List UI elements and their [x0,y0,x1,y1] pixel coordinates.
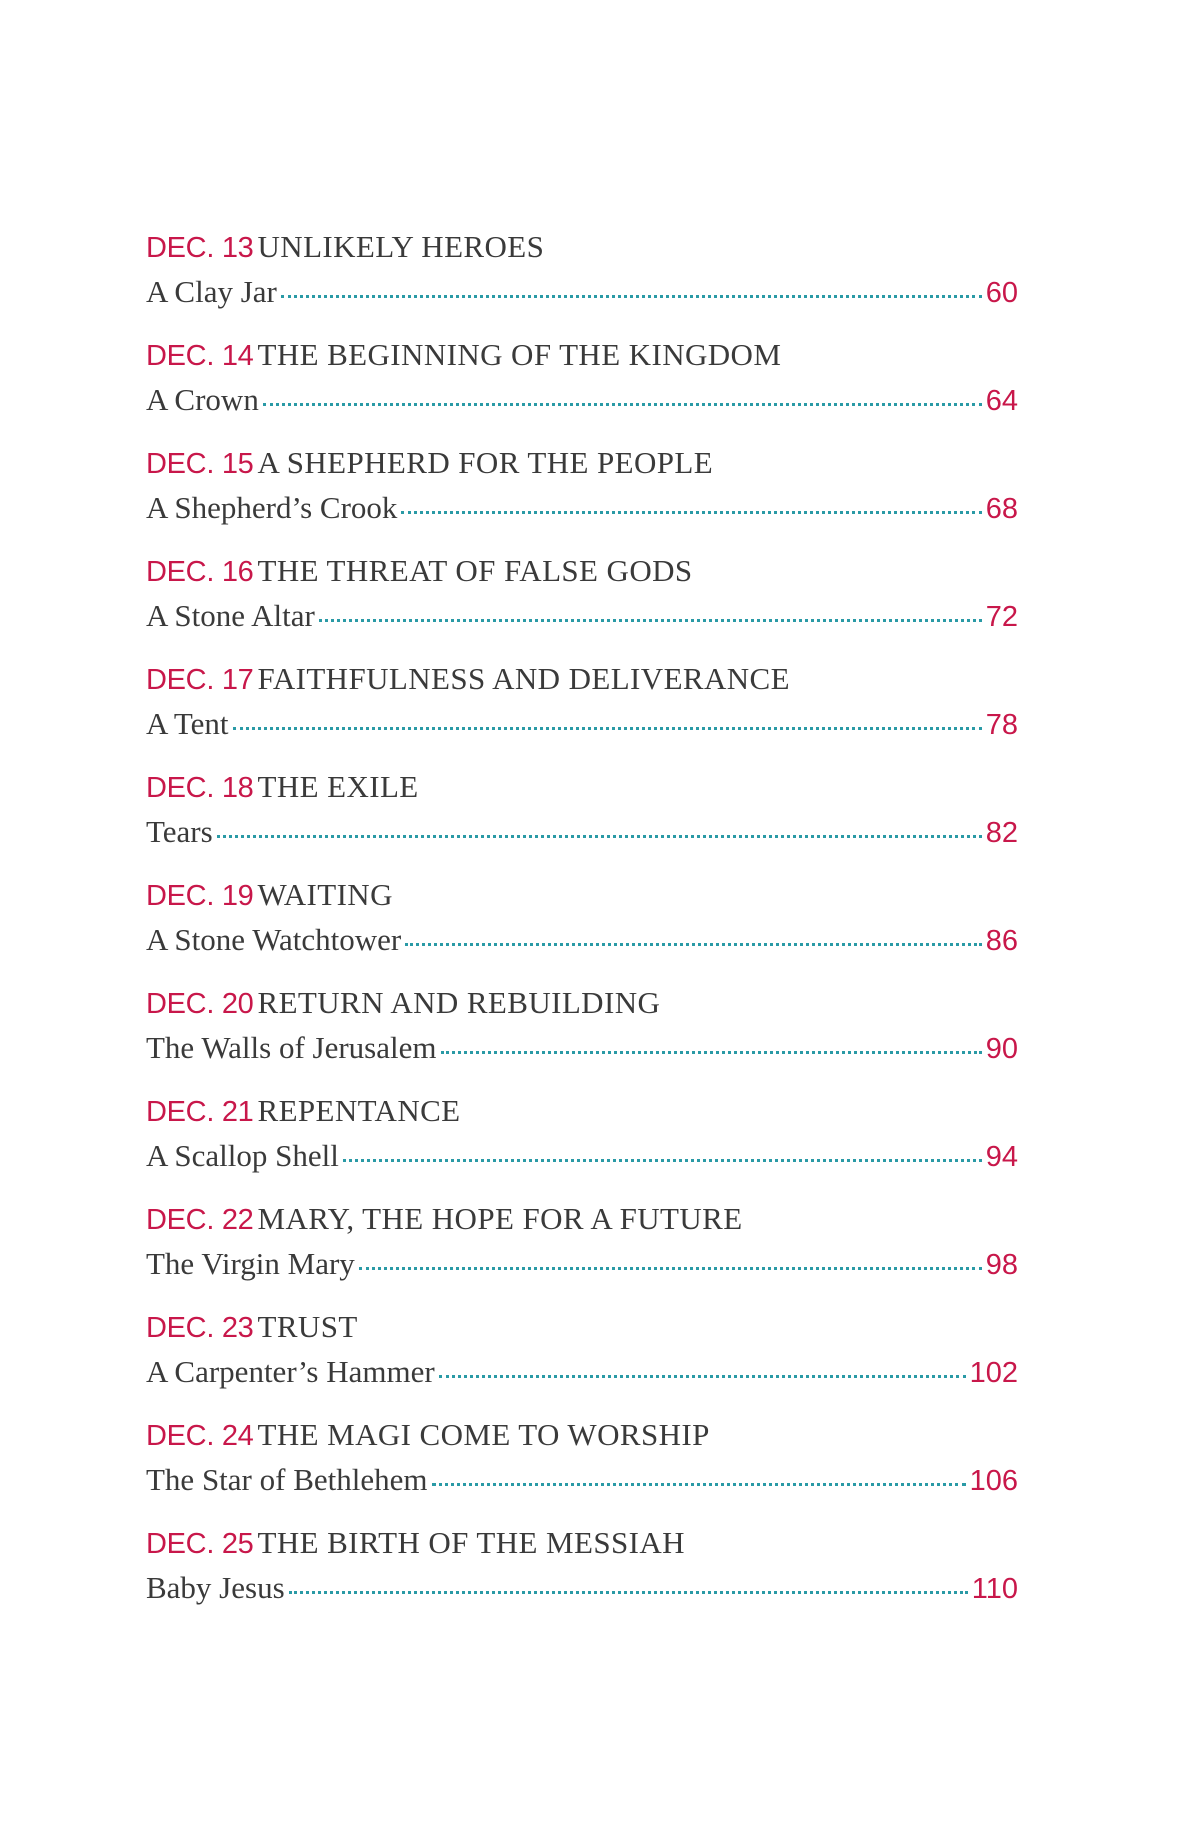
entry-heading [146,872,1018,918]
entry-item: The Walls of Jerusalem [146,1030,437,1065]
entry-item: Baby Jesus [146,1570,285,1605]
entry-page-number: 90 [985,1033,1018,1065]
toc-entry [146,440,1018,548]
entry-page-number: 98 [985,1249,1018,1281]
entry-title: TRUST [257,1309,358,1344]
entry-title: REPENTANCE [257,1093,461,1128]
dot-leader [263,402,982,406]
dot-leader [401,510,981,514]
entry-page-number: 64 [985,385,1018,417]
dot-leader [405,942,982,946]
entry-date: DEC. 18 [146,772,254,804]
entry-title: A SHEPHERD FOR THE PEOPLE [257,445,714,480]
entry-item-line [146,1458,1018,1502]
entry-item-line [146,918,1018,962]
entry-date: DEC. 24 [146,1420,254,1452]
entry-heading [146,440,1018,486]
entry-heading [146,764,1018,810]
entry-item-line [146,594,1018,638]
entry-page-number: 78 [985,709,1018,741]
entry-page-number: 60 [985,277,1018,309]
toc-entry [146,1304,1018,1412]
entry-title: THE BEGINNING OF THE KINGDOM [257,337,782,372]
dot-leader [217,834,982,838]
toc-entry [146,548,1018,656]
entry-page-number: 110 [971,1573,1018,1605]
toc-entry [146,1196,1018,1304]
entry-title: UNLIKELY HEROES [257,229,545,264]
toc-entry [146,872,1018,980]
entry-item: A Stone Watchtower [146,922,402,957]
entry-item: A Shepherd’s Crook [146,490,398,525]
entry-page-number: 106 [969,1465,1018,1497]
toc-entry [146,980,1018,1088]
entry-date: DEC. 13 [146,232,254,264]
entry-heading [146,1304,1018,1350]
dot-leader [233,726,982,730]
entry-title: THE MAGI COME TO WORSHIP [257,1417,710,1452]
entry-item-line [146,1566,1018,1610]
entry-title: MARY, THE HOPE FOR A FUTURE [257,1201,743,1236]
dot-leader [441,1050,982,1054]
entry-heading [146,1520,1018,1566]
entry-date: DEC. 15 [146,448,254,480]
entry-page-number: 102 [969,1357,1018,1389]
toc-entry [146,764,1018,872]
entry-title: THE THREAT OF FALSE GODS [257,553,693,588]
entry-item-line [146,810,1018,854]
entry-heading [146,332,1018,378]
entry-item-line [146,486,1018,530]
entry-item: A Scallop Shell [146,1138,339,1173]
entry-date: DEC. 20 [146,988,254,1020]
table-of-contents [146,224,1018,1628]
entry-item-line [146,1242,1018,1286]
entry-page-number: 94 [985,1141,1018,1173]
toc-entry [146,332,1018,440]
entry-item: The Virgin Mary [146,1246,355,1281]
toc-entry [146,1520,1018,1628]
entry-heading [146,980,1018,1026]
entry-title: THE BIRTH OF THE MESSIAH [257,1525,685,1560]
toc-entry [146,224,1018,332]
entry-item-line [146,1350,1018,1394]
entry-heading [146,656,1018,702]
dot-leader [319,618,982,622]
entry-title: THE EXILE [257,769,419,804]
toc-entry [146,1088,1018,1196]
entry-date: DEC. 23 [146,1312,254,1344]
entry-heading [146,224,1018,270]
toc-entry [146,656,1018,764]
entry-item: Tears [146,814,213,849]
entry-date: DEC. 17 [146,664,254,696]
toc-entry [146,1412,1018,1520]
entry-item: A Tent [146,706,229,741]
entry-item-line [146,1026,1018,1070]
entry-item: A Carpenter’s Hammer [146,1354,435,1389]
entry-item-line [146,702,1018,746]
entry-heading [146,1196,1018,1242]
entry-item: A Crown [146,382,259,417]
entry-item: The Star of Bethlehem [146,1462,428,1497]
entry-title: WAITING [257,877,393,912]
entry-item-line [146,1134,1018,1178]
entry-date: DEC. 16 [146,556,254,588]
entry-date: DEC. 22 [146,1204,254,1236]
entry-date: DEC. 19 [146,880,254,912]
entry-item-line [146,378,1018,422]
entry-page-number: 86 [985,925,1018,957]
entry-date: DEC. 21 [146,1096,254,1128]
entry-heading [146,548,1018,594]
entry-title: FAITHFULNESS AND DELIVERANCE [257,661,790,696]
entry-date: DEC. 25 [146,1528,254,1560]
entry-heading [146,1088,1018,1134]
entry-page-number: 68 [985,493,1018,525]
dot-leader [439,1374,966,1378]
dot-leader [289,1590,968,1594]
entry-page-number: 82 [985,817,1018,849]
dot-leader [281,294,982,298]
dot-leader [343,1158,982,1162]
entry-page-number: 72 [985,601,1018,633]
dot-leader [432,1482,966,1486]
entry-item: A Clay Jar [146,274,277,309]
entry-heading [146,1412,1018,1458]
entry-title: RETURN AND REBUILDING [257,985,661,1020]
dot-leader [359,1266,982,1270]
entry-item-line [146,270,1018,314]
entry-item: A Stone Altar [146,598,315,633]
entry-date: DEC. 14 [146,340,254,372]
